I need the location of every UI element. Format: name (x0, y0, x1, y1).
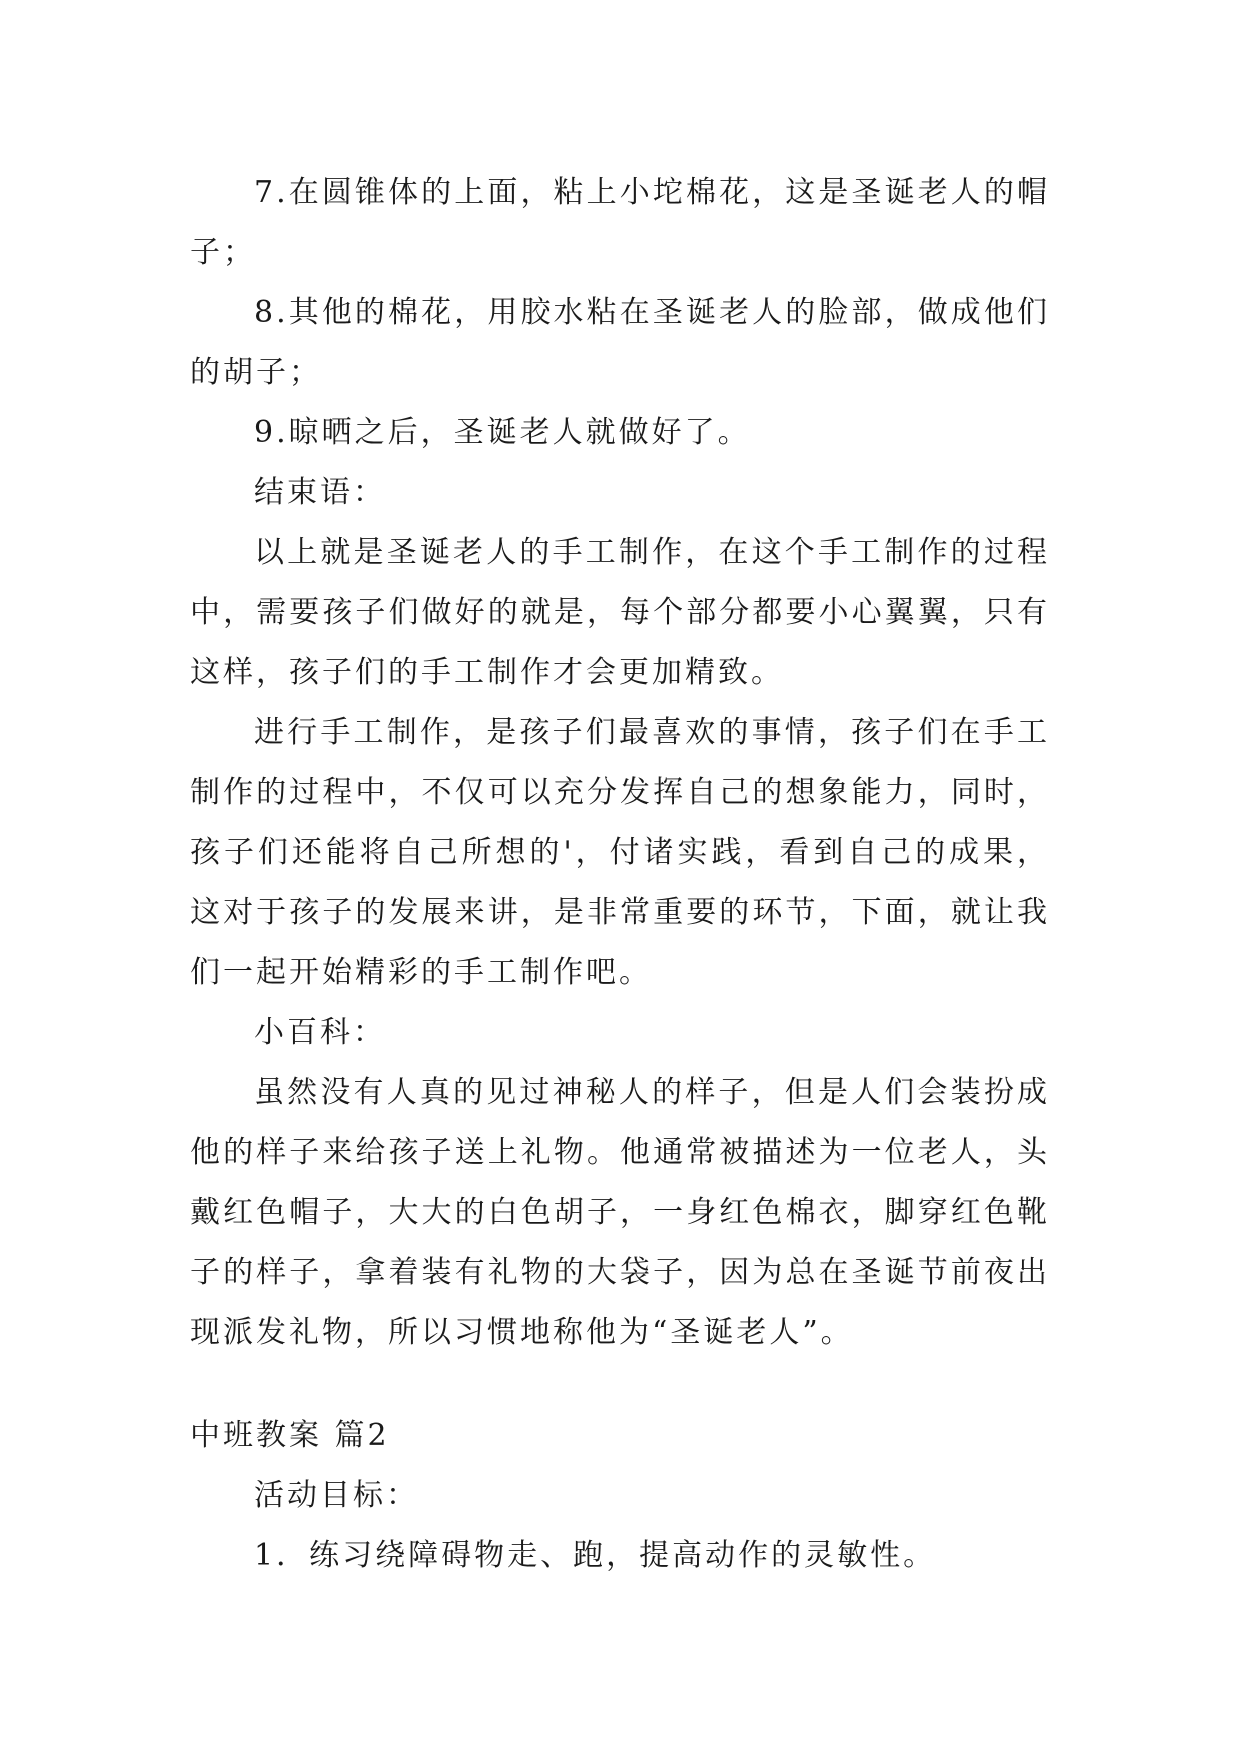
encyclopedia-heading: 小百科： (254, 1015, 386, 1050)
activity-goals-heading: 活动目标： (254, 1478, 419, 1513)
document-body (190, 163, 1050, 1586)
conclusion-paragraph: 以上就是圣诞老人的手工制作，在这个手工制作的过程中，需要孩子们做好的就是，每个部分都要小心翼翼，只有这样，孩子们的手工制作才会更加精致。 (190, 535, 1050, 690)
step-9-paragraph: 9.晾晒之后，圣诞老人就做好了。 (254, 415, 751, 450)
encyclopedia-paragraph: 虽然没有人真的见过神秘人的样子，但是人们会装扮成他的样子来给孩子送上礼物。他通常被描述为一位老人，头戴红色帽子，大大的白色胡子，一身红色棉衣，脚穿红色靴子的样子，拿着装有礼物的大袋子，因为总在圣诞节前夜出现派发礼物，所以习惯地称他为“圣诞老人”。 (190, 1075, 1050, 1350)
step-8-paragraph: 8.其他的棉花，用胶水粘在圣诞老人的脸部，做成他们的胡子； (190, 295, 1050, 390)
activity-goal-1: 1．练习绕障碍物走、跑，提高动作的灵敏性。 (254, 1538, 937, 1573)
step-7-paragraph: 7.在圆锥体的上面，粘上小坨棉花，这是圣诞老人的帽子； (190, 175, 1050, 270)
conclusion-heading: 结束语： (254, 475, 386, 510)
handcraft-paragraph: 进行手工制作，是孩子们最喜欢的事情，孩子们在手工制作的过程中，不仅可以充分发挥自己的想象能力，同时，孩子们还能将自己所想的'，付诸实践，看到自己的成果，这对于孩子的发展来讲，是非常重要的环节，下面，就让我们一起开始精彩的手工制作吧。 (190, 715, 1050, 990)
section-heading: 中班教案 篇2 (190, 1418, 390, 1453)
